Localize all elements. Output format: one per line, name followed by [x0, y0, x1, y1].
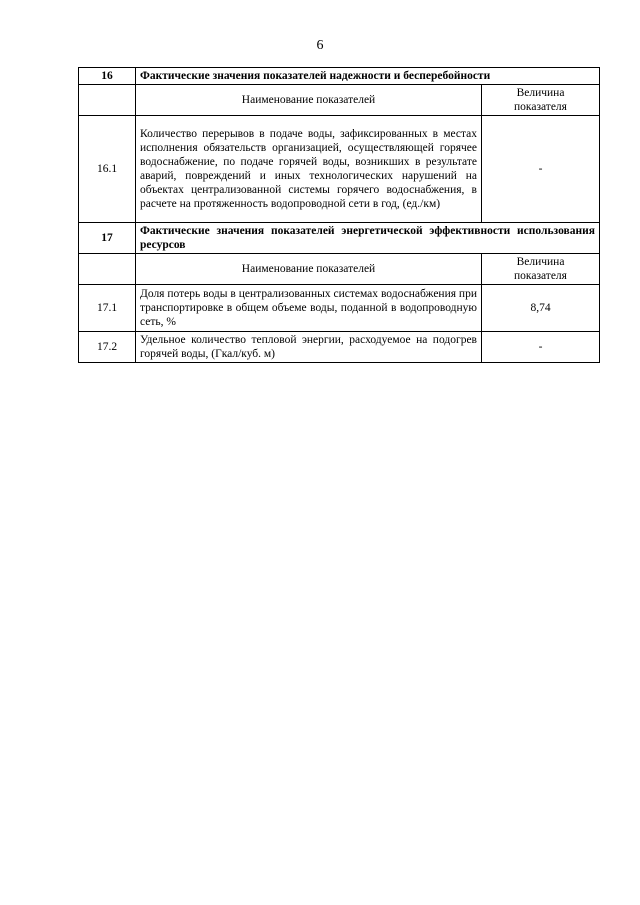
- section-16-number: 16: [79, 68, 136, 85]
- section-16-title-row: [79, 68, 600, 85]
- row-number: 17.2: [79, 332, 136, 363]
- row-value: 8,74: [482, 285, 600, 332]
- section-16-header-value: Величина показателя: [482, 85, 600, 116]
- table-row: [79, 116, 600, 223]
- row-description: Удельное количество тепловой энергии, расходуемое на подогрев горячей воды, (Гкал/куб. м): [136, 332, 482, 363]
- section-17-header-value: Величина показателя: [482, 254, 600, 285]
- section-17-header-empty: [79, 254, 136, 285]
- row-value: -: [482, 116, 600, 223]
- section-17-header-name: Наименование показателей: [136, 254, 482, 285]
- row-description: Доля потерь воды в централизованных системах водоснабжения при транспортировке в общем объеме воды, поданной в водопроводную сеть, %: [136, 285, 482, 332]
- row-number: 17.1: [79, 285, 136, 332]
- section-16-header-empty: [79, 85, 136, 116]
- indicators-table: [78, 67, 600, 363]
- section-16-header-row: [79, 85, 600, 116]
- section-16-header-name: Наименование показателей: [136, 85, 482, 116]
- section-16-title: Фактические значения показателей надежности и бесперебойности: [136, 68, 600, 85]
- section-17-title: Фактические значения показателей энергетической эффективности использования ресурсов: [136, 223, 600, 254]
- section-17-title-row: [79, 223, 600, 254]
- row-value: -: [482, 332, 600, 363]
- table-row: [79, 332, 600, 363]
- table-row: [79, 285, 600, 332]
- section-17-number: 17: [79, 223, 136, 254]
- row-description: Количество перерывов в подаче воды, зафиксированных в местах исполнения обязательств организацией, осуществляющей горячее водоснабжение, по подаче горячей воды, возникших в результате аварий, повреждений и иных технологических нарушений на объектах централизованной системы горячего водоснабжения, в расчете на протяженность водопроводной сети в год, (ед./км): [136, 116, 482, 223]
- section-17-header-row: [79, 254, 600, 285]
- page-number: 6: [316, 38, 324, 53]
- row-number: 16.1: [79, 116, 136, 223]
